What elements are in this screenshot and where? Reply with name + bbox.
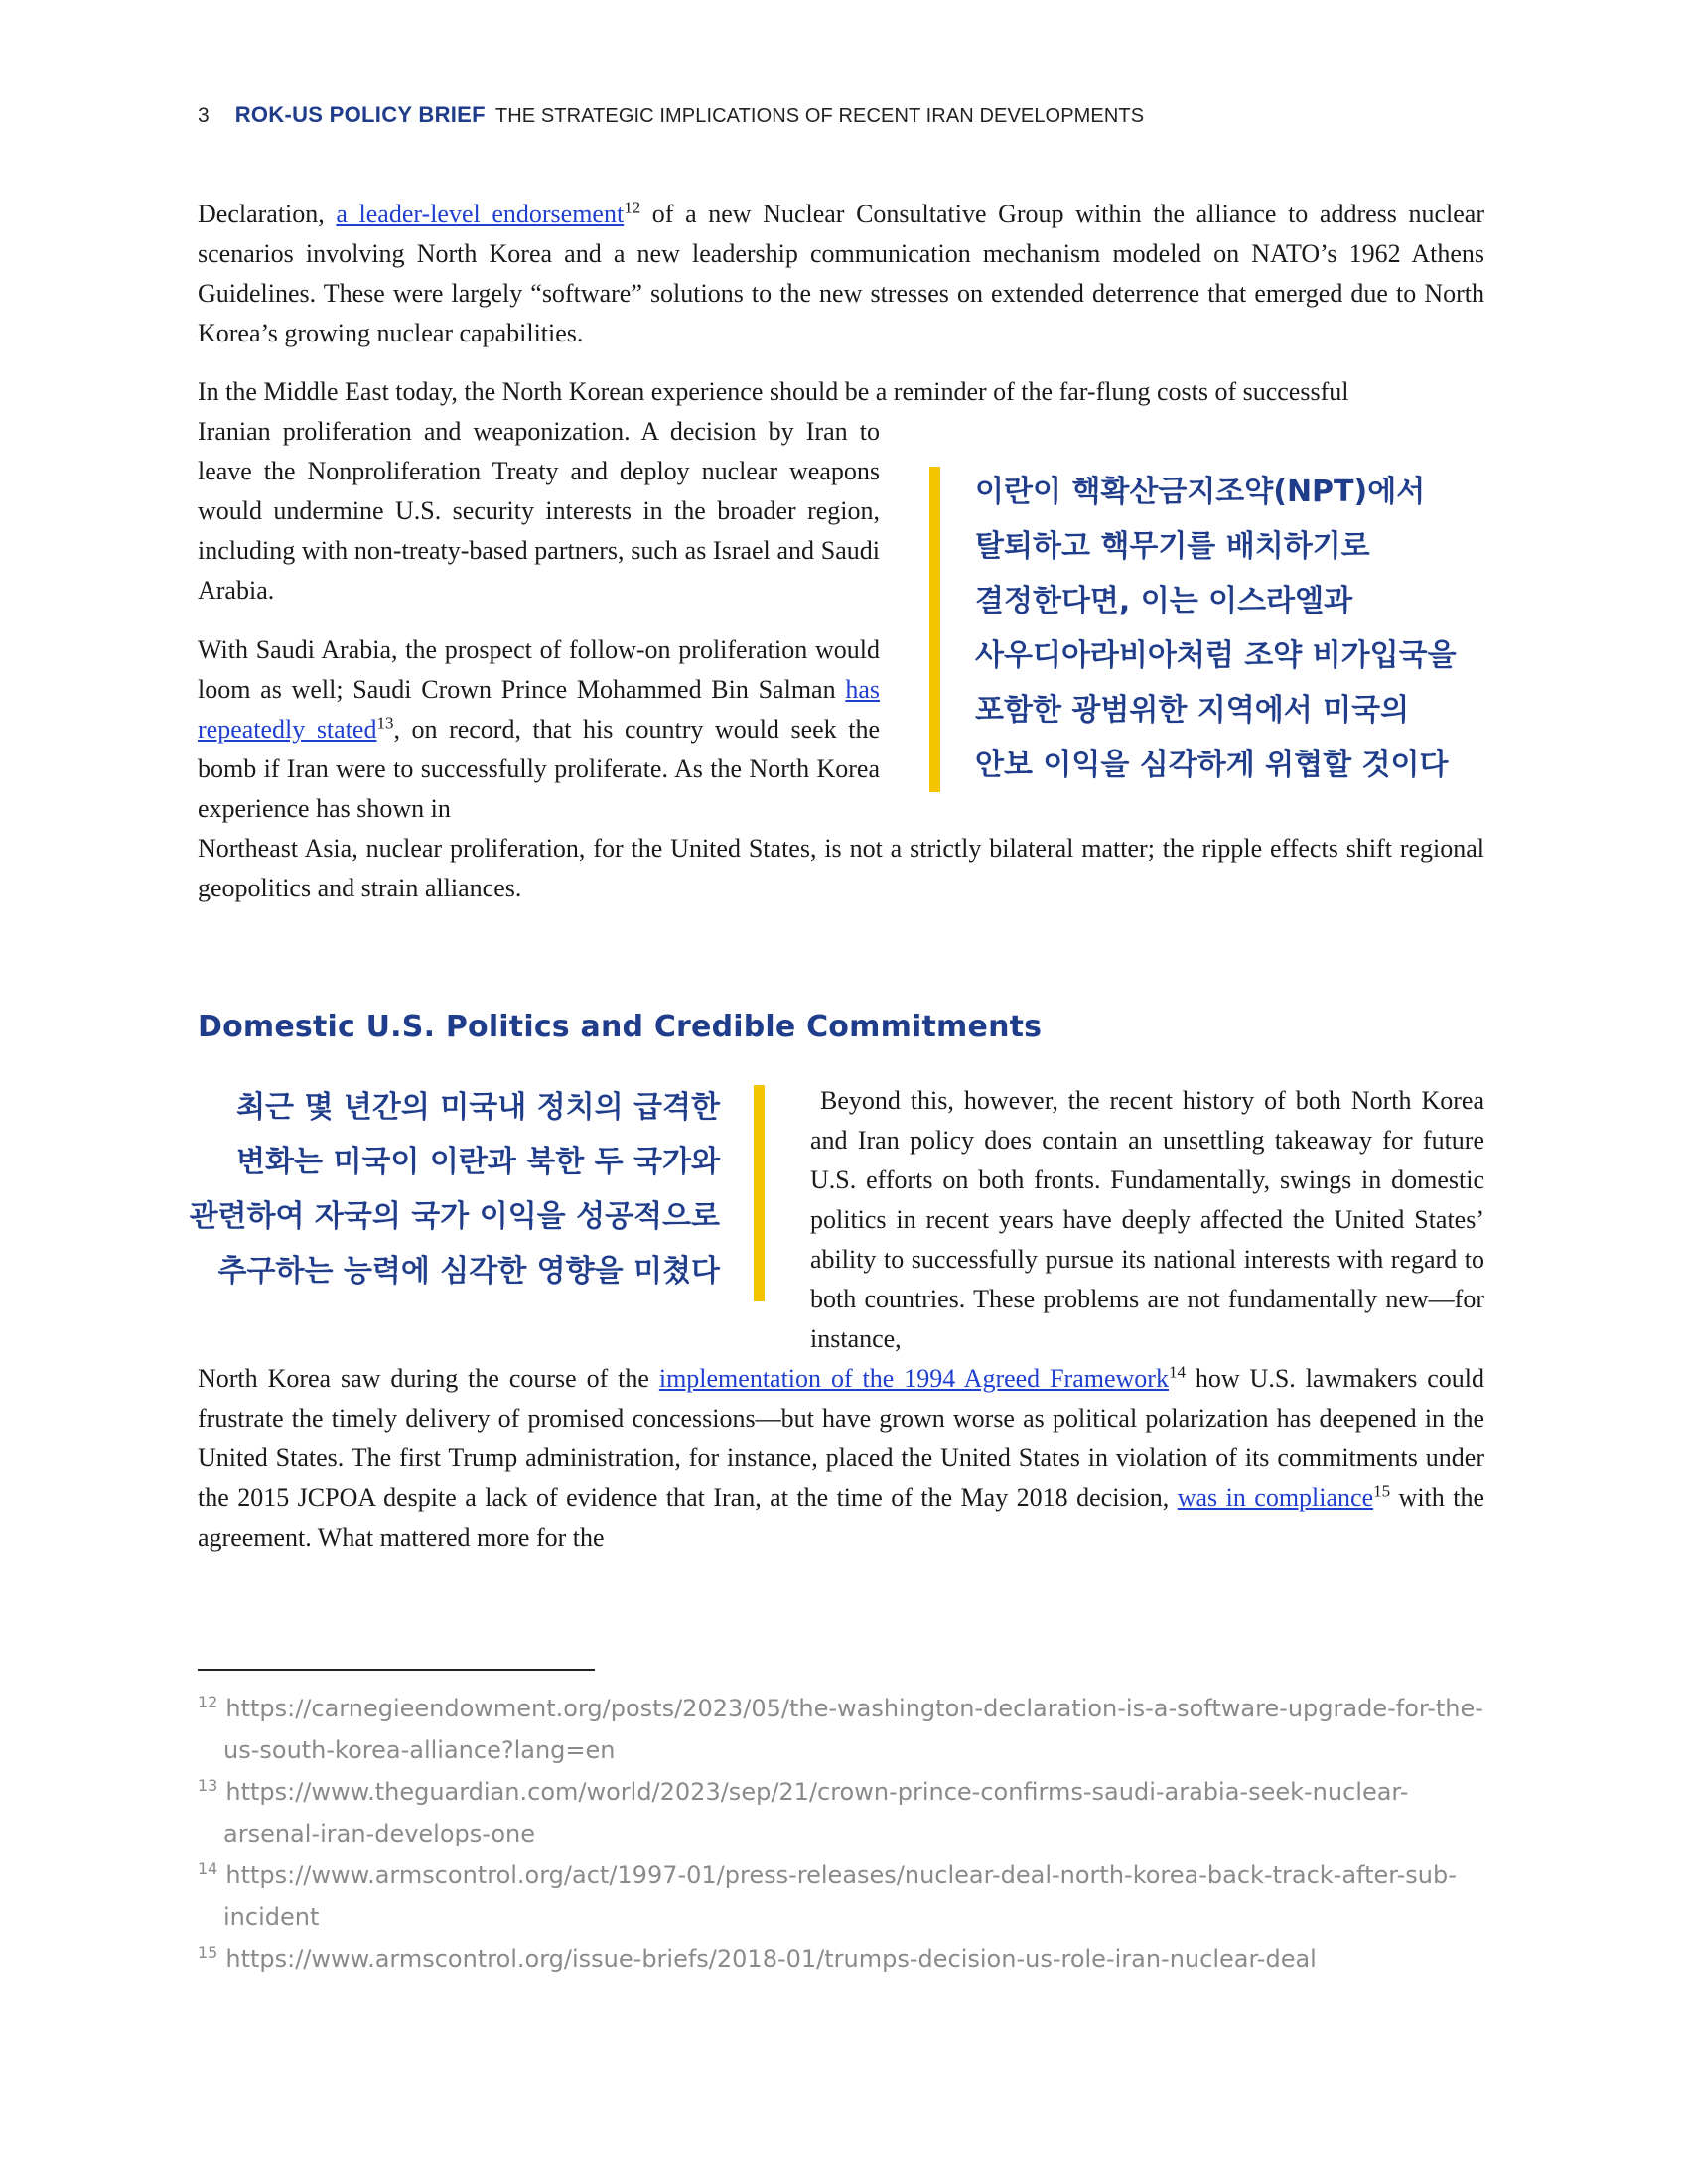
paragraph-4-body xyxy=(810,1081,1484,1359)
link-has-repeatedly-stated[interactable]: has repeatedly stated xyxy=(198,675,880,744)
paragraph-2-body xyxy=(198,412,880,611)
p1-text-start: Declaration, xyxy=(198,200,337,228)
running-header xyxy=(198,102,1144,134)
p4-text-end: with the agreement. What mattered more for the xyxy=(198,1483,1484,1552)
section-heading: Domestic U.S. Politics and Credible Commitments xyxy=(198,1010,1043,1044)
brief-brand: ROK-US POLICY BRIEF xyxy=(234,102,486,127)
p3-wide-text: Northeast Asia, nuclear proliferation, for the United States, is not a strictly bilateral matter; the ripple effects shift regional geopolitics and strain alliances. xyxy=(198,834,1484,902)
footnote-14 xyxy=(198,1854,1488,1938)
quote-2-line: 추구하는 능력에 심각한 영향을 미쳤다 xyxy=(217,1254,720,1289)
p3-text-end: , on record, that his country would seek the bomb if Iran were to successfully proliferate. As the North Korea experience has shown in xyxy=(198,715,880,823)
paragraph-1 xyxy=(198,195,1484,353)
p1-text-end: of a new Nuclear Consultative Group within the alliance to address nuclear scenarios involving North Korea and a new leadership communication mechanism modeled on NATO’s 1962 Athens Guidelines. These were largely “software” solutions to the new stresses on extended deterrence that emerged due to North Korea’s growing nuclear capabilities. xyxy=(198,200,1485,347)
paragraph-3-body xyxy=(198,630,880,829)
quote-2-line: 변화는 미국이 이란과 북한 두 국가와 xyxy=(236,1145,720,1179)
footnote-ref-13[interactable]: 13 xyxy=(376,713,394,733)
paragraph-2-lead xyxy=(198,372,1484,412)
quote-1-line: 포함한 광범위한 지역에서 미국의 xyxy=(975,693,1410,728)
quote-2-line: 최근 몇 년간의 미국내 정치의 급격한 xyxy=(236,1090,720,1125)
footnote-ref-12[interactable]: 12 xyxy=(624,198,641,217)
quote-1-line: 결정한다면, 이는 이스라엘과 xyxy=(975,584,1353,618)
footnote-url[interactable]: https://www.armscontrol.org/issue-briefs/2018-01/trumps-decision-us-role-iran-nuclear-deal xyxy=(225,1945,1317,1973)
quote-1-accent-bar xyxy=(929,467,940,792)
quote-1-line: 탈퇴하고 핵무기를 배치하기로 xyxy=(975,529,1370,564)
quote-1-line: 사우디아라비아처럼 조약 비가입국을 xyxy=(975,638,1457,673)
pull-quote-1 xyxy=(975,465,1457,792)
p4-text-start: North Korea saw during the course of the xyxy=(198,1364,659,1393)
footnote-url[interactable]: https://www.armscontrol.org/act/1997-01/press-releases/nuclear-deal-north-korea-back-track-after-sub-incident xyxy=(223,1861,1457,1931)
footnote-url[interactable]: https://carnegieendowment.org/posts/2023/05/the-washington-declaration-is-a-software-upgrade-for-the-us-south-korea-alliance?lang=en xyxy=(223,1695,1483,1764)
p2-narrow-text: Iranian proliferation and weaponization. A decision by Iran to leave the Nonproliferation Treaty and deploy nuclear weapons would undermine U.S. security interests in the broader region, including with non-treaty-based partners, such as Israel and Saudi Arabia. xyxy=(198,417,880,605)
footnote-separator xyxy=(198,1669,595,1671)
p4-narrow-text: Beyond this, however, the recent history of both North Korea and Iran policy does contain an unsettling takeaway for future U.S. efforts on both fronts. Fundamentally, swings in domestic politics in recent years have deeply affected the United States’ ability to successfully pursue its national interests with regard to both countries. These problems are not fundamentally new—for instance, xyxy=(810,1086,1484,1353)
quote-2-line: 관련하여 자국의 국가 이익을 성공적으로 xyxy=(189,1199,720,1234)
link-agreed-framework[interactable]: implementation of the 1994 Agreed Framework xyxy=(658,1364,1169,1393)
footnotes xyxy=(198,1688,1488,1979)
p3-text-start: With Saudi Arabia, the prospect of follow-on proliferation would loom as well; Saudi Crown Prince Mohammed Bin Salman xyxy=(198,635,880,704)
footnote-15 xyxy=(198,1938,1488,1979)
quote-1-line: 안보 이익을 심각하게 위협할 것이다 xyxy=(975,748,1449,782)
footnote-number: 12 xyxy=(198,1693,218,1711)
paragraph-4-tail xyxy=(198,1359,1484,1558)
quote-1-line: 이란이 핵확산금지조약(NPT)에서 xyxy=(975,475,1426,509)
p2-full-line: In the Middle East today, the North Korean experience should be a reminder of the far-flung costs of successful xyxy=(198,377,1349,406)
footnote-number: 13 xyxy=(198,1776,218,1795)
pull-quote-2 xyxy=(179,1080,720,1298)
footnote-ref-15[interactable]: 15 xyxy=(1373,1481,1391,1501)
brief-title: THE STRATEGIC IMPLICATIONS OF RECENT IRAN DEVELOPMENTS xyxy=(494,105,1145,127)
footnote-number: 15 xyxy=(198,1943,218,1962)
link-was-in-compliance[interactable]: was in compliance xyxy=(1177,1483,1374,1512)
footnote-12 xyxy=(198,1688,1488,1771)
quote-2-accent-bar xyxy=(754,1085,765,1301)
paragraph-3-tail xyxy=(198,829,1484,908)
footnote-number: 14 xyxy=(198,1859,218,1878)
p4-text-middle: how U.S. lawmakers could frustrate the timely delivery of promised concessions—but have grown worse as political polarization has deepened in the United States. The first Trump administration, for instance, placed the United States in violation of its commitments under the 2015 JCPOA despite a lack of evidence that Iran, at the time of the May 2018 decision, xyxy=(198,1364,1485,1512)
footnote-url[interactable]: https://www.theguardian.com/world/2023/sep/21/crown-prince-confirms-saudi-arabia-seek-nuclear-arsenal-iran-develops-one xyxy=(223,1778,1409,1847)
footnote-ref-14[interactable]: 14 xyxy=(1168,1362,1186,1382)
page-number: 3 xyxy=(198,104,210,127)
link-leader-level-endorsement[interactable]: a leader-level endorsement xyxy=(336,200,625,228)
footnote-13 xyxy=(198,1771,1488,1854)
